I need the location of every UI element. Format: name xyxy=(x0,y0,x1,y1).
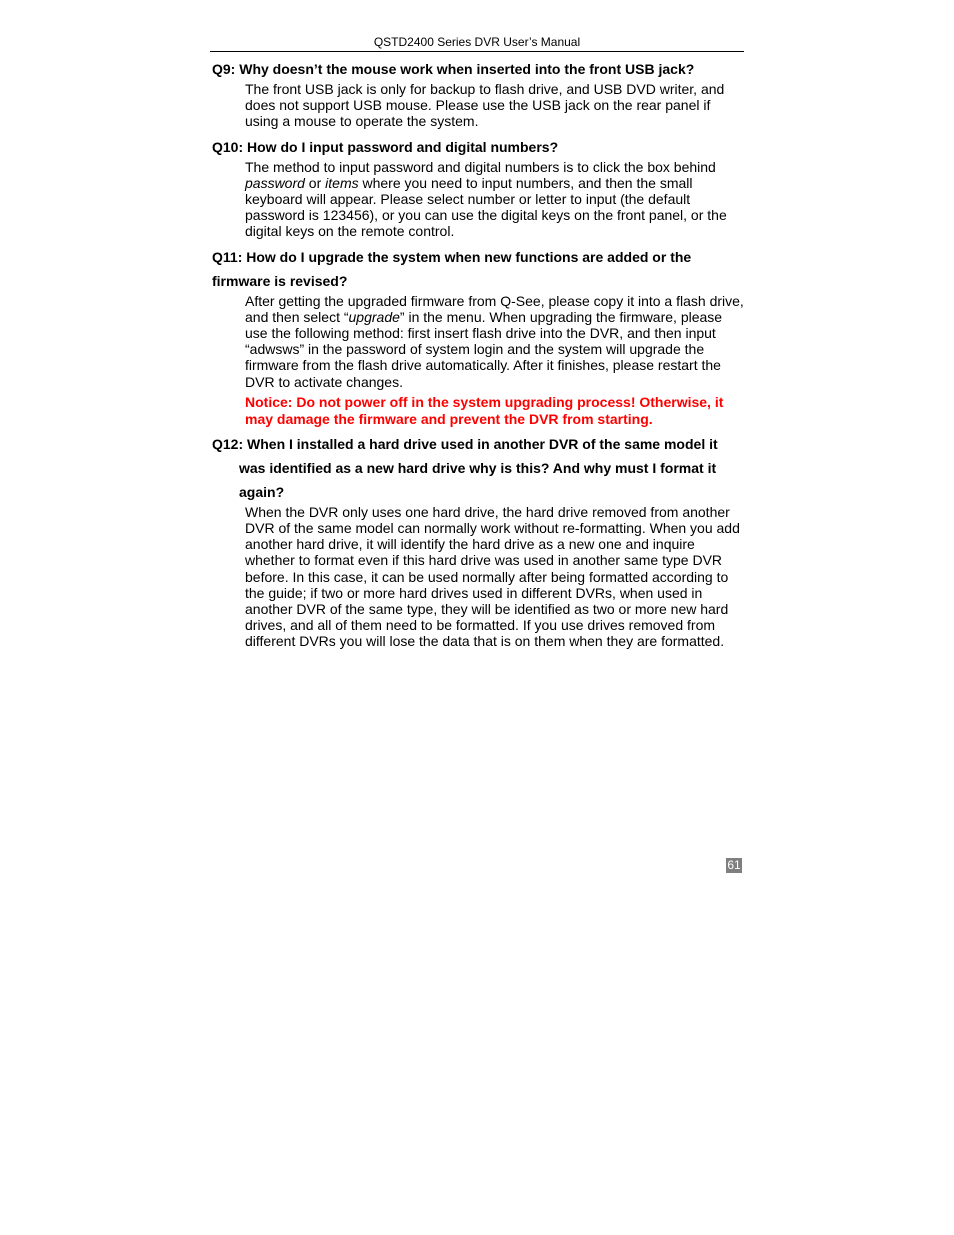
q11-answer-text-1: After getting the upgraded firmware from Q-See, please copy it into a flash drive, and then select “ xyxy=(245,292,744,325)
running-header: QSTD2400 Series DVR User’s Manual xyxy=(373,35,581,49)
q10-answer-password-term: password xyxy=(245,174,305,191)
q12-question-line2: was identified as a new hard drive why is this? And why must I format it xyxy=(239,459,717,476)
q11-question-line2: firmware is revised? xyxy=(212,272,348,289)
q9-question: Q9: Why doesn’t the mouse work when inserted into the front USB jack? xyxy=(212,61,695,77)
faq-content xyxy=(212,57,745,650)
q10-question: Q10: How do I input password and digital numbers? xyxy=(212,138,559,155)
q9-answer: The front USB jack is only for backup to flash drive, and USB DVD writer, and does not support USB mouse. Please use the USB jack on the rear panel if using a mouse to operate the system. xyxy=(245,81,725,130)
q10-answer-items-term: items xyxy=(325,174,359,191)
q11-answer-upgrade-term: upgrade xyxy=(348,308,400,325)
q10-answer-text-1: The method to input password and digital numbers is to click the box behind xyxy=(245,158,716,175)
q11-question-line1: Q11: How do I upgrade the system when new functions are added or the xyxy=(212,248,692,265)
q10-answer xyxy=(245,159,745,240)
q12-question-line1: Q12: When I installed a hard drive used in another DVR of the same model it xyxy=(212,435,718,452)
q11-answer-text-2: ” in the menu. When upgrading the firmware, please use the following method: first insert flash drive into the DVR, and then input “adwsws” in the password of system login and the system will upgrade the firmware from the flash drive automatically. After it finishes, please restart the DVR to activate changes. xyxy=(245,308,723,390)
header-rule xyxy=(210,51,744,52)
q11-notice: Notice: Do not power off in the system upgrading process! Otherwise, it may damage the firmware and prevent the DVR from starting. xyxy=(245,393,724,427)
q11-answer xyxy=(245,293,745,390)
page-number: 61 xyxy=(727,858,741,872)
q10-answer-text-3: where you need to input numbers, and then the small keyboard will appear. Please select number or letter to input (the default password is 123456), or you can use the digital keys on the front panel, or the digital keys on the remote control. xyxy=(245,174,727,240)
q12-question-line3: again? xyxy=(239,483,285,500)
q10-answer-text-2: or xyxy=(304,174,326,191)
q12-question xyxy=(212,432,745,504)
q12-answer: When the DVR only uses one hard drive, the hard drive removed from another DVR of the same model can normally work without re-formatting. When you add another hard drive, it will identify the hard drive as a new one and inquire whether to format even if this hard drive was used in another same type DVR before. In this case, it can be used normally after being formatted according to the guide; if two or more hard drives used in different DVRs, when used in another DVR of the same type, they will be identified as two or more new hard drives, and all of them need to be formatted. If you use drives removed from different DVRs you will lose the data that is on them when they are formatted. xyxy=(245,503,740,650)
q11-question xyxy=(212,245,745,293)
